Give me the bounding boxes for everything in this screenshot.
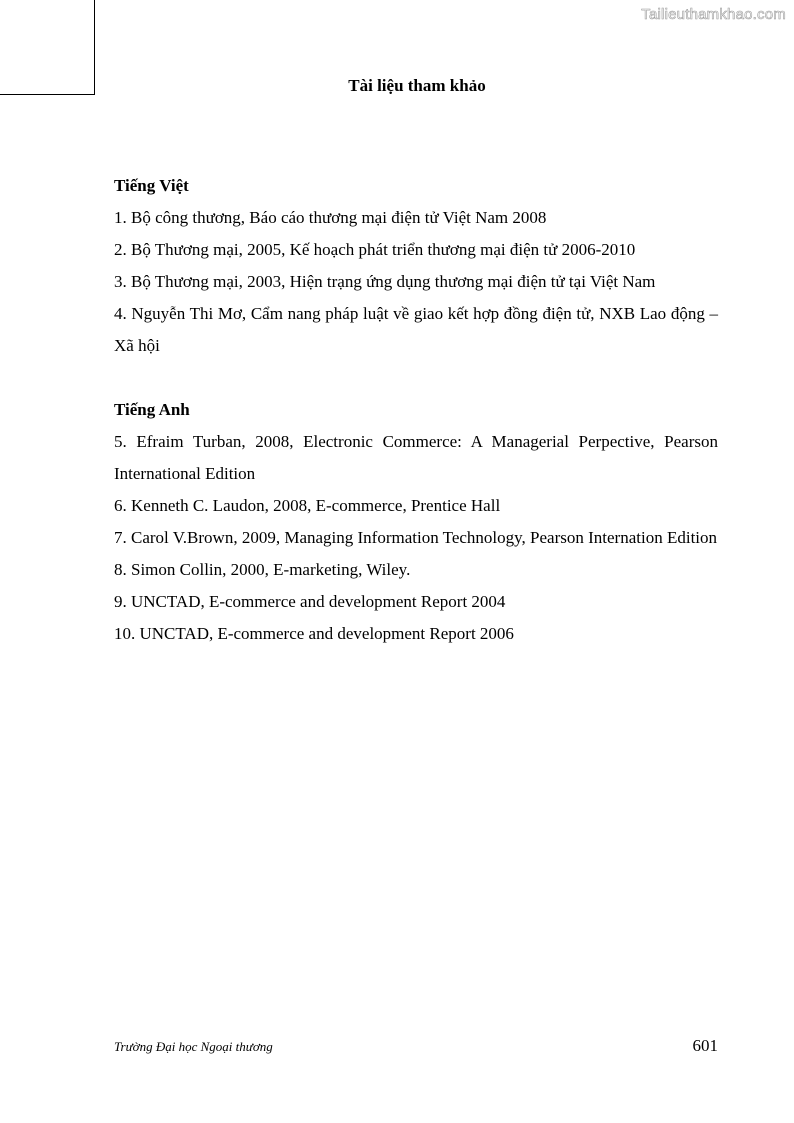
reference-item-4: 4. Nguyễn Thi Mơ, Cẩm nang pháp luật về giao kết hợp đồng điện tử, NXB Lao động – Xã hội (114, 304, 718, 355)
references-body (114, 170, 718, 650)
footer-school-name: Trường Đại học Ngoại thương (114, 1039, 273, 1054)
section-heading-english: Tiếng Anh (114, 400, 190, 419)
section-gap (114, 362, 718, 394)
watermark: Tailieuthamkhao.com (641, 6, 786, 23)
section-heading-vietnamese: Tiếng Việt (114, 176, 189, 195)
reference-item-1: 1. Bộ công thương, Báo cáo thương mại điện tử Việt Nam 2008 (114, 208, 547, 227)
reference-item-10: 10. UNCTAD, E-commerce and development Report 2006 (114, 624, 514, 643)
reference-item-8: 8. Simon Collin, 2000, E-marketing, Wiley. (114, 560, 411, 579)
reference-item-5: 5. Efraim Turban, 2008, Electronic Commerce: A Managerial Perpective, Pearson International Edition (114, 432, 718, 483)
reference-item-7: 7. Carol V.Brown, 2009, Managing Information Technology, Pearson Internation Edition (114, 528, 718, 547)
reference-item-2: 2. Bộ Thương mại, 2005, Kế hoạch phát triển thương mại điện tử 2006-2010 (114, 240, 636, 259)
page-title: Tài liệu tham khảo (348, 76, 486, 95)
reference-item-3: 3. Bộ Thương mại, 2003, Hiện trạng ứng dụng thương mại điện tử tại Việt Nam (114, 272, 656, 291)
reference-item-6: 6. Kenneth C. Laudon, 2008, E-commerce, Prentice Hall (114, 496, 501, 515)
page-number: 601 (692, 1036, 718, 1055)
reference-item-9: 9. UNCTAD, E-commerce and development Report 2004 (114, 592, 506, 611)
